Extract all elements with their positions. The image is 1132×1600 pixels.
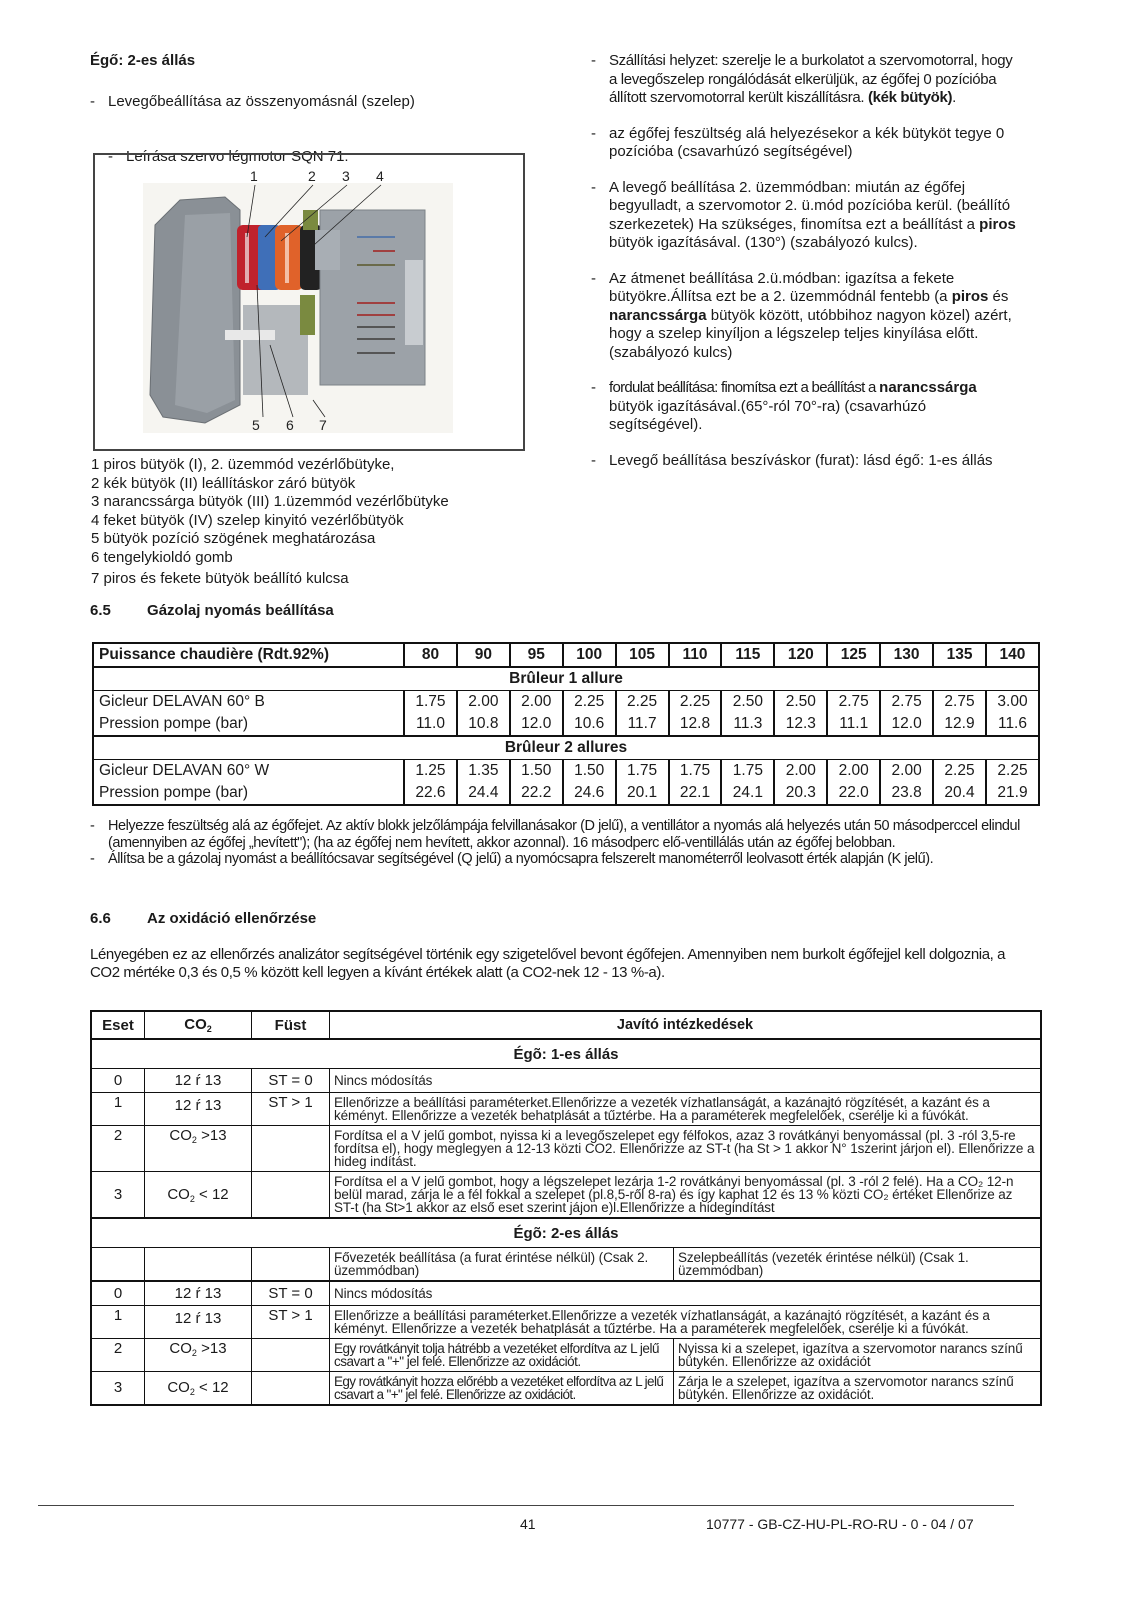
cell-eset: 2 [91, 1338, 145, 1371]
legend-item: 2 kék bütyök (II) leállításkor záró bütyök [91, 474, 356, 492]
table-row [93, 691, 1039, 714]
cell: 11.1 [827, 713, 880, 736]
section-label: Brûleur 2 allures [93, 736, 1039, 760]
co2-text: < 12 [194, 1378, 229, 1396]
instruction-item [591, 125, 1023, 162]
cell-desc-main-line: Egy rovátkányit hozza előrébb a vezetéket elfordítva az L jelű csavart a "+" jel felé. Ellenőrizze az oxidációt. [330, 1371, 674, 1405]
instruction-text: és [988, 288, 1009, 305]
column-header: 110 [669, 643, 722, 667]
row-label: Gicleur DELAVAN 60° W [93, 760, 404, 783]
section-row [93, 736, 1039, 760]
cell: 1.35 [457, 760, 510, 783]
cell-fust: ST > 1 [252, 1305, 330, 1338]
column-header: 130 [880, 643, 933, 667]
table-row [91, 1069, 1041, 1093]
sub-header-main-line: Fővezeték beállítása (a furat érintése nélkül) (Csak 2. üzemmódban) [330, 1248, 674, 1282]
cell: 2.25 [563, 691, 616, 714]
column-header: 125 [827, 643, 880, 667]
cell: 12.3 [774, 713, 827, 736]
cell: 12.0 [510, 713, 563, 736]
cell: 12.0 [880, 713, 933, 736]
cell-desc-main-line: Egy rovátkányit tolja hátrébb a vezetéket elfordítva az L jelű csavart a "+" jel felé. Ellenőrizze az oxidációt. [330, 1338, 674, 1371]
cell-desc-valve: Nyissa ki a szelepet, igazítva a szervomotor narancs színű bütykén. Ellenőrizze az oxidációt [674, 1338, 1042, 1371]
table-row [91, 1371, 1041, 1405]
header-label: Puissance chaudière (Rdt.92%) [93, 643, 404, 667]
co2-text: >13 [196, 1127, 227, 1144]
air-setting-item [90, 92, 578, 111]
row-label: Pression pompe (bar) [93, 713, 404, 736]
callout-label-7: 7 [319, 417, 327, 433]
servo-motor-figure [93, 153, 525, 451]
dash-bullet: - [591, 269, 596, 287]
document-code: 10777 - GB-CZ-HU-PL-RO-RU - 0 - 04 / 07 [706, 1516, 974, 1532]
instruction-text: A levegő beállítása 2. üzemmódban: miután az égőfej begyulladt, a szervomotor 2. ü.mód pozícióba kerül. (beállító szerkezetek) Ha szükséges, finomítsa ezt a beállítást a [609, 178, 1011, 233]
sub-header-valve: Szelepbeállítás (vezeték érintése nélkül) (Csak 1. üzemmódban) [674, 1248, 1042, 1282]
dash-bullet: - [90, 851, 95, 867]
cell-empty [252, 1248, 330, 1282]
section-6-6-heading [90, 910, 316, 927]
cell-desc: Ellenőrizze a beállítási paraméterket.Ellenőrizze a vezeték vízhatlanságát, a kazánajtó rögzítését, a kazánt és a kéményt. Ellenőrizze a vezeték behatplását a tűztérbe. Ha a paraméterek megfelelőek, cserélje ki a fúvókát. [330, 1093, 1042, 1126]
footer-divider [38, 1505, 1014, 1506]
table-row [91, 1281, 1041, 1305]
burner-stage-2-heading: Égő: 2-es állás [90, 52, 196, 69]
cell-fust [252, 1172, 330, 1219]
instruction-bold: narancssárga [609, 306, 707, 324]
sub-header-row [91, 1248, 1041, 1282]
cell-eset: 0 [91, 1069, 145, 1093]
legend-item: 3 narancssárga bütyök (III) 1.üzemmód vezérlőbütyke [91, 493, 449, 510]
cell: 24.6 [563, 782, 616, 805]
cell: 20.3 [774, 782, 827, 805]
cell: 2.00 [880, 760, 933, 783]
column-header: 95 [510, 643, 563, 667]
co2-text: CO [169, 1127, 192, 1144]
callout-label-1: 1 [250, 168, 258, 184]
cell-fust [252, 1126, 330, 1172]
legend-item: 4 feket bütyök (IV) szelep kinyitó vezérlőbütyök [91, 511, 404, 529]
cell-eset: 1 [91, 1305, 145, 1338]
section-row [91, 1039, 1041, 1069]
callout-label-3: 3 [342, 168, 350, 184]
column-header: 115 [721, 643, 774, 667]
legend-item: 7 piros és fekete bütyök beállító kulcsa [91, 570, 349, 587]
table-header-row [93, 643, 1039, 667]
instruction-text: . [952, 89, 956, 106]
cell-eset: 2 [91, 1126, 145, 1172]
cell: 20.1 [616, 782, 669, 805]
co2-text: < 12 [194, 1185, 229, 1203]
cell: 22.1 [669, 782, 722, 805]
cell: 1.75 [669, 760, 722, 783]
instruction-bold: piros [951, 288, 989, 305]
header-co2 [145, 1011, 252, 1039]
instruction-text: Levegő beállítása beszíváskor (furat): lásd égő: 1-es állás [609, 451, 993, 469]
cell-eset: 3 [91, 1371, 145, 1405]
cell: 22.6 [404, 782, 457, 805]
instruction-text: bütyök igazításával.(65°-ról 70°-ra) (csavarhúzó segítségével). [609, 397, 927, 433]
co2-text: CO [169, 1339, 192, 1357]
instruction-item [591, 52, 1023, 108]
instruction-text: az égőfej feszültség alá helyezésekor a kék bütyköt tegye 0 pozícióba (csavarhúzó segítségével) [609, 124, 1005, 160]
column-header: 140 [986, 643, 1039, 667]
cell: 12.8 [669, 713, 722, 736]
dash-bullet: - [591, 379, 596, 396]
instruction-text: Az átmenet beállítása 2.ü.módban: igazítsa a fekete bütyökre.Állítsa ezt be a 2. üzemmódnál fentebb (a [609, 269, 955, 305]
cell-co2 [145, 1371, 252, 1405]
air-setting-text: Levegőbeállítása az összenyomásnál (szelep) [108, 93, 415, 110]
cell-co2: 12 ŕ 13 [145, 1281, 252, 1305]
section-number: 6.5 [90, 602, 111, 619]
figure-legend [91, 456, 561, 589]
instruction-text: bütyök között, utóbbihoz nagyon közel) azért, hogy a szelep kinyíljon a légszelep teljes kinyílása előtt. (szabályozó kulcs) [609, 306, 1012, 361]
cell-fust: ST > 1 [252, 1093, 330, 1126]
column-header: 100 [563, 643, 616, 667]
instruction-bold: narancssárga [879, 379, 977, 396]
table-row [91, 1172, 1041, 1219]
cell-co2 [145, 1126, 252, 1172]
section-label: Égõ: 1-es állás [91, 1039, 1041, 1069]
callout-label-5: 5 [252, 417, 260, 433]
callout-label-2: 2 [308, 168, 316, 184]
cell-desc: Nincs módosítás [330, 1069, 1042, 1093]
right-column-instructions [591, 52, 1023, 470]
subscript: 2 [189, 1386, 195, 1397]
oxidation-check-table [90, 1010, 1042, 1406]
cell: 1.75 [721, 760, 774, 783]
cell: 22.2 [510, 782, 563, 805]
cell-eset: 0 [91, 1281, 145, 1305]
legend-item: 6 tengelykioldó gomb [91, 548, 233, 566]
cell: 2.00 [510, 691, 563, 714]
callout-label-6: 6 [286, 417, 294, 433]
cell-empty [145, 1248, 252, 1282]
cell: 2.25 [986, 760, 1039, 783]
row-label: Pression pompe (bar) [93, 782, 404, 805]
dash-bullet: - [90, 818, 95, 834]
cell: 2.75 [933, 691, 986, 714]
instruction-item [591, 379, 1023, 435]
cell: 2.25 [616, 691, 669, 714]
section-row [93, 667, 1039, 691]
cell: 2.75 [827, 691, 880, 714]
table-row [93, 760, 1039, 783]
cell-desc: Fordítsa el a V jelű gombot, nyissa ki a levegőszelepet egy félfokos, azaz 3 rovátkányi benyomással (pl. 3 -ról 3,5-re fordítsa el), hogy meglegyen a 12-13 közti CO2. Ellenőrizze az ST-t (ha St > 1 akkor N° 1szerint járjon el). Ellenőrizze a hideg indítást. [330, 1126, 1042, 1172]
cell: 11.6 [986, 713, 1039, 736]
cell-co2: 12 ŕ 13 [145, 1069, 252, 1093]
header-co2-text: CO [184, 1016, 207, 1033]
cell-co2 [145, 1172, 252, 1219]
legend-item: 5 bütyök pozíció szögének meghatározása [91, 530, 376, 547]
note-text: Helyezze feszültség alá az égőfejet. Az aktív blokk jelzőlámpája felvillanásakor (D jelű), a ventillátor a nyomás alá helyezés után 50 másodperccel elindul (amennyiben az égőfej „hevített"); (ha az égőfej nem hevített, akkor azonnal). 16 másodperc elő-ventillálás után az égőfej belobban. [108, 818, 1020, 851]
cell: 2.50 [774, 691, 827, 714]
servo-motor-illustration [95, 155, 523, 449]
fuel-pressure-table [92, 642, 1040, 806]
instruction-item [591, 179, 1023, 253]
table-row [91, 1338, 1041, 1371]
co2-text: >13 [196, 1339, 227, 1357]
table-row [91, 1126, 1041, 1172]
cell-desc: Nincs módosítás [330, 1281, 1042, 1305]
instruction-bold: piros [979, 215, 1016, 233]
cell-fust: ST = 0 [252, 1069, 330, 1093]
instruction-text: Szállítási helyzet: szerelje le a burkolatot a szervomotorral, hogy a levegőszelep rongálódását elkerüljük, az égőfej 0 pozícióba állított szervomotorral került kiszállításra. [609, 52, 1013, 106]
section-6-5-heading [90, 602, 334, 619]
instruction-item [591, 270, 1023, 363]
cell-eset: 3 [91, 1172, 145, 1219]
callout-label-4: 4 [376, 168, 384, 184]
subscript: 2 [206, 1024, 212, 1034]
cell: 23.8 [880, 782, 933, 805]
legend-item: 1 piros bütyök (I), 2. üzemmód vezérlőbütyke, [91, 456, 395, 473]
dash-bullet: - [591, 178, 596, 196]
header-eset: Eset [91, 1011, 145, 1039]
cell-desc-valve: Zárja le a szelepet, igazítva a szervomotor narancs színű bütykén. Ellenőrizze az oxidációt. [674, 1371, 1042, 1405]
cell-co2: 12 ŕ 13 [145, 1093, 252, 1126]
instruction-item [591, 452, 1023, 471]
cell: 11.3 [721, 713, 774, 736]
cell-eset: 1 [91, 1093, 145, 1126]
cell: 2.00 [827, 760, 880, 783]
dash-bullet: - [108, 148, 113, 165]
subscript: 2 [191, 1135, 197, 1145]
cell-desc: Ellenőrizze a beállítási paraméterket.Ellenőrizze a vezeték vízhatlanságát, a kazánajtó rögzítését, a kazánt és a kéményt. Ellenőrizze a vezeték behatplását a tűztérbe. Ha a paraméterek megfelelőek, cserélje ki a fúvókát. [330, 1305, 1042, 1338]
section-title: Az oxidáció ellenőrzése [147, 910, 317, 927]
header-fust: Füst [252, 1011, 330, 1039]
table-row [91, 1305, 1041, 1338]
section-title: Gázolaj nyomás beállítása [147, 602, 334, 619]
cell-fust [252, 1371, 330, 1405]
cell: 10.6 [563, 713, 616, 736]
column-header: 90 [457, 643, 510, 667]
section-6-5-notes [90, 818, 1025, 868]
section-row [91, 1218, 1041, 1248]
cell: 2.00 [774, 760, 827, 783]
servo-description-text: Leírása szervo légmotor SQN 71: [126, 148, 349, 165]
cell: 2.50 [721, 691, 774, 714]
subscript: 2 [191, 1347, 197, 1358]
section-6-6-intro: Lényegében ez az ellenőrzés analizátor segítségével történik egy szigetelővel bevont égőfejen. Amennyiben nem burkolt égőfejjel kell dolgoznia, a CO2 mértéke 0,3 és 0,5 % között kell legyen a kívánt értékek alatt (a CO2-nek 12 - 13 %-a). [90, 946, 1006, 981]
cell: 20.4 [933, 782, 986, 805]
column-header: 135 [933, 643, 986, 667]
cell-fust: ST = 0 [252, 1281, 330, 1305]
cell-empty [91, 1248, 145, 1282]
cell: 1.50 [510, 760, 563, 783]
instruction-text: bütyök igazításával. (130°) (szabályozó kulcs). [609, 234, 918, 251]
dash-bullet: - [591, 124, 596, 142]
cell: 1.75 [616, 760, 669, 783]
cell: 1.25 [404, 760, 457, 783]
column-header: 80 [404, 643, 457, 667]
table-row [91, 1093, 1041, 1126]
cell-desc: Fordítsa el a V jelű gombot, hogy a légszelepet lezárja 1-2 rovátkányi benyomással (pl. 3 -ról 2 felé). Ha a CO₂ 12-n belül marad, zárja le a fél fokkal a szelepet (pl.8,5-ről 8-ra) és így kaphat 12 és 13 % közti CO₂ értéket Ellenőrize az ST-t (ha St>1 akkor az első eset szerint jájon e)l.Ellenőrizze a hidegindítást [330, 1172, 1042, 1219]
note-item [90, 851, 1025, 868]
cell: 11.7 [616, 713, 669, 736]
cell: 10.8 [457, 713, 510, 736]
header-javito: Javító intézkedések [330, 1011, 1042, 1039]
cell: 3.00 [986, 691, 1039, 714]
table-row [93, 782, 1039, 805]
instruction-bold: (kék bütyök) [867, 89, 953, 106]
section-label: Brûleur 1 allure [93, 667, 1039, 691]
note-item [90, 818, 1025, 851]
dash-bullet: - [591, 52, 596, 69]
row-label: Gicleur DELAVAN 60° B [93, 691, 404, 714]
column-header: 120 [774, 643, 827, 667]
cell: 24.4 [457, 782, 510, 805]
dash-bullet: - [90, 93, 95, 110]
cell: 2.75 [880, 691, 933, 714]
cell: 1.75 [404, 691, 457, 714]
cell-co2 [145, 1338, 252, 1371]
section-label: Égõ: 2-es állás [91, 1218, 1041, 1248]
cell: 2.00 [457, 691, 510, 714]
dash-bullet: - [591, 451, 596, 469]
note-text: Állítsa be a gázolaj nyomást a beállítócsavar segítségével (Q jelű) a nyomócsapra felszerelt manométerről leolvasott érték alapján (K jelű). [108, 851, 934, 867]
subscript: 2 [189, 1193, 195, 1204]
table-row [93, 713, 1039, 736]
co2-text: CO [167, 1185, 190, 1203]
cell: 1.50 [563, 760, 616, 783]
column-header: 105 [616, 643, 669, 667]
cell-fust [252, 1338, 330, 1371]
cell: 12.9 [933, 713, 986, 736]
section-number: 6.6 [90, 910, 111, 927]
table-header-row [91, 1011, 1041, 1039]
cell-co2: 12 ŕ 13 [145, 1305, 252, 1338]
cell: 22.0 [827, 782, 880, 805]
instruction-text: fordulat beállítása: finomítsa ezt a beállítást a [609, 379, 880, 396]
cell: 11.0 [404, 713, 457, 736]
cell: 2.25 [933, 760, 986, 783]
page-number: 41 [520, 1516, 536, 1532]
cell: 24.1 [721, 782, 774, 805]
cell: 21.9 [986, 782, 1039, 805]
co2-text: CO [167, 1378, 190, 1396]
cell: 2.25 [669, 691, 722, 714]
